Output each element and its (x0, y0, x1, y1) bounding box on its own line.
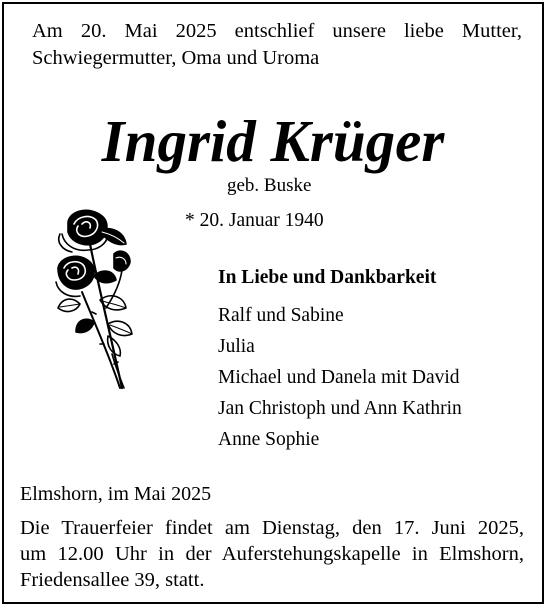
birth-name: geb. Buske (227, 175, 312, 196)
intro-text (32, 18, 522, 72)
deceased-name: Ingrid Krüger (101, 108, 445, 174)
mourners-heading: In Liebe und Dankbarkeit (218, 267, 437, 288)
mourner-name: Julia (218, 336, 255, 357)
intro-line-2: Schwiegermutter, Oma und Uroma (32, 47, 320, 69)
funeral-line-2: um 12.00 Uhr in der Auferstehungskapelle in Elmshorn, (20, 543, 524, 565)
funeral-info (20, 515, 524, 593)
mourner-name: Michael und Danela mit David (218, 367, 460, 388)
mourner-name: Ralf und Sabine (218, 305, 344, 326)
funeral-line-1: Die Trauerfeier findet am Dienstag, den 17. Juni 2025, (20, 517, 524, 539)
mourners-block (218, 264, 462, 455)
funeral-line-3: Friedensallee 39, statt. (20, 569, 205, 591)
mourner-name: Jan Christoph und Ann Kathrin (218, 398, 462, 419)
place-date: Elmshorn, im Mai 2025 (20, 483, 212, 505)
intro-line-1: Am 20. Mai 2025 entschlief unsere liebe Mutter, (32, 20, 522, 42)
birth-date: * 20. Januar 1940 (185, 210, 324, 231)
obituary-notice (2, 2, 544, 604)
mourner-name: Anne Sophie (218, 429, 320, 450)
rose-icon (50, 204, 146, 396)
